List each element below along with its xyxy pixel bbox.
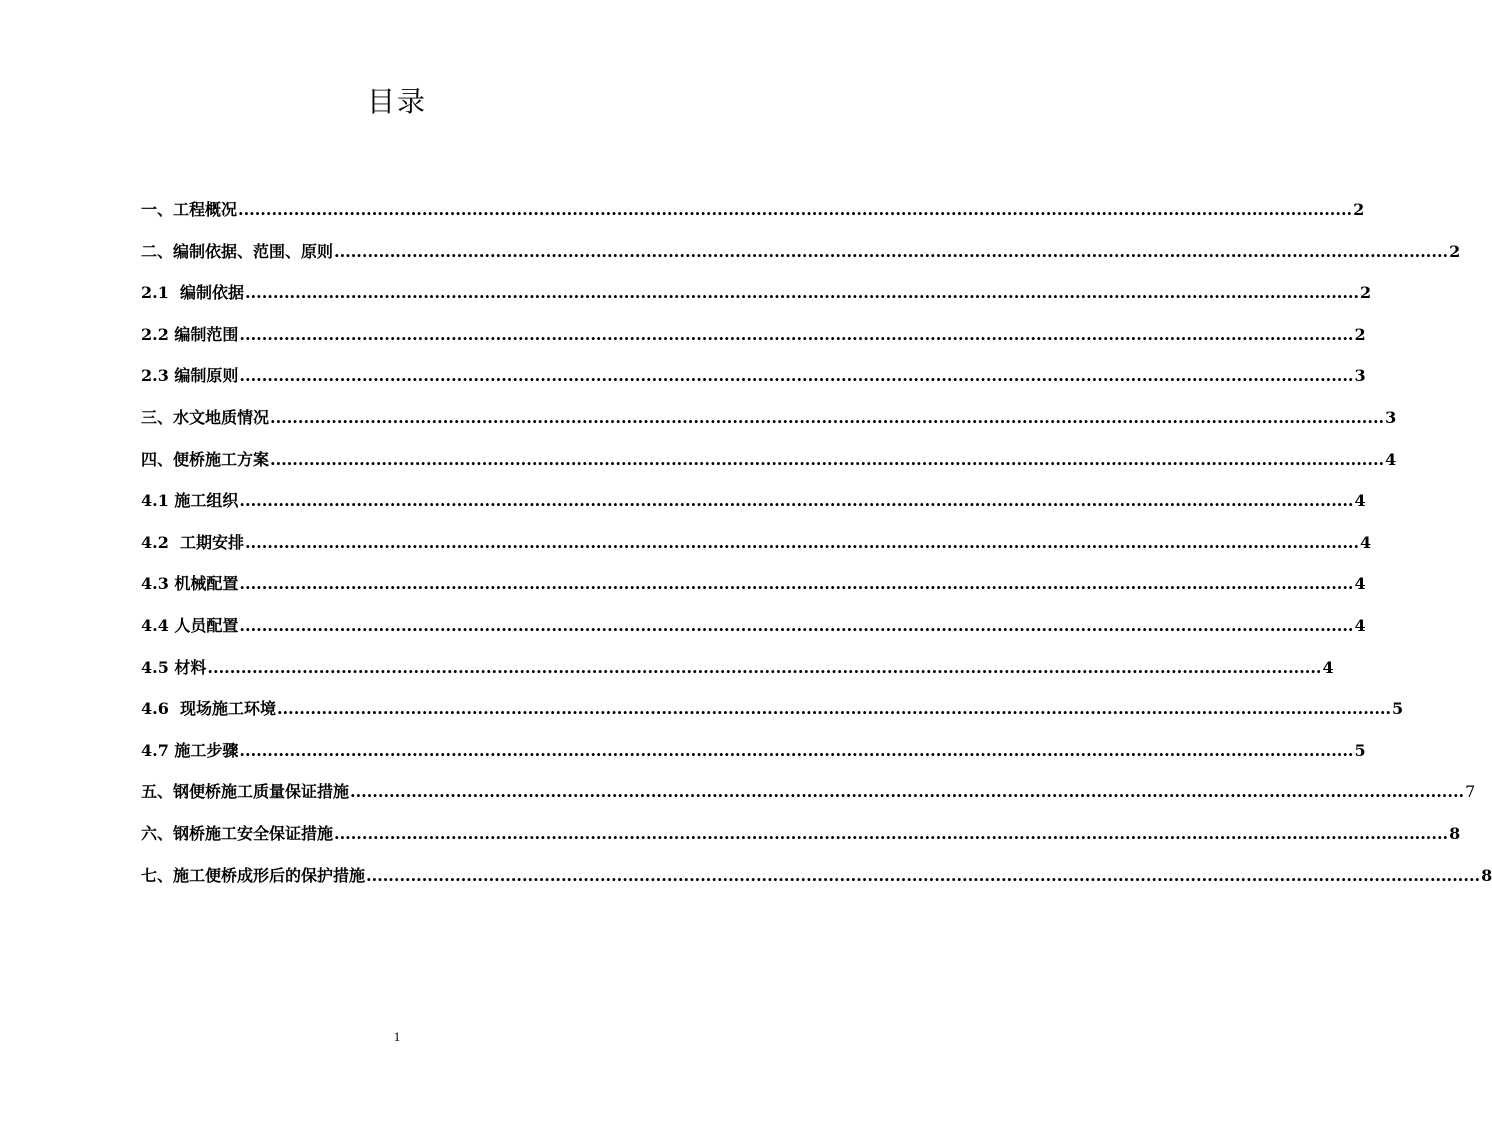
toc-entry-page: 8	[1449, 823, 1461, 843]
toc-entry-page: 4	[1354, 615, 1366, 635]
toc-entry-page: 4	[1354, 491, 1366, 511]
toc-entry-label: 一、工程概况	[141, 200, 238, 219]
toc-entry[interactable]	[141, 656, 1334, 698]
toc-entry[interactable]	[141, 448, 1397, 490]
toc-entry-label: 4.2 工期安排	[141, 532, 244, 552]
toc-entry-label: 4.3 机械配置	[141, 574, 239, 594]
toc-entry-label: 2.1 编制依据	[141, 283, 244, 303]
toc-entry-label: 4.7 施工步骤	[141, 740, 239, 760]
toc-entry[interactable]	[141, 739, 1366, 781]
page-number: 1	[393, 1029, 401, 1044]
toc-entry-page: 3	[1385, 407, 1397, 427]
toc-dot-leader: ........................................................................................................................................................................................................	[244, 532, 1360, 552]
toc-dot-leader: ........................................................................................................................................................................................................	[207, 657, 1322, 677]
toc-dot-leader: ........................................................................................................................................................................................................	[239, 366, 1354, 386]
toc-entry-page: 4	[1354, 574, 1366, 594]
toc-entry[interactable]	[141, 780, 1476, 822]
toc-dot-leader: ........................................................................................................................................................................................................	[239, 491, 1354, 511]
toc-dot-leader: ........................................................................................................................................................................................................	[270, 407, 1385, 427]
toc-entry-page: 4	[1385, 449, 1397, 469]
toc-entry-page: 8	[1481, 865, 1492, 885]
toc-entry-page: 7	[1465, 782, 1476, 802]
toc-entry-label: 2.3 编制原则	[141, 366, 239, 386]
toc-entry[interactable]	[141, 697, 1404, 739]
toc-dot-leader: ........................................................................................................................................................................................................	[238, 200, 1353, 219]
toc-entry[interactable]	[141, 240, 1461, 282]
toc-entry[interactable]	[141, 406, 1397, 448]
toc-entry-label: 五、钢便桥施工质量保证措施	[141, 782, 350, 802]
toc-entry-page: 2	[1449, 241, 1461, 261]
toc-entry[interactable]	[141, 281, 1372, 323]
toc-entry-page: 4	[1360, 532, 1372, 552]
toc-dot-leader: ........................................................................................................................................................................................................	[239, 740, 1354, 760]
toc-entry[interactable]	[141, 614, 1366, 656]
toc-entry[interactable]	[141, 323, 1366, 365]
toc-dot-leader: ........................................................................................................................................................................................................	[276, 699, 1392, 719]
toc-entry[interactable]	[141, 864, 1492, 906]
toc-entry-label: 二、编制依据、范围、原则	[141, 241, 334, 261]
toc-entry-label: 4.6 现场施工环境	[141, 699, 276, 719]
toc-entry[interactable]	[141, 531, 1372, 573]
toc-entry-label: 4.5 材料	[141, 657, 207, 677]
table-of-contents	[141, 198, 1492, 905]
toc-entry-page: 2	[1353, 200, 1365, 219]
page-title: 目录	[366, 85, 427, 118]
toc-entry-label: 4.1 施工组织	[141, 491, 239, 511]
toc-dot-leader: ........................................................................................................................................................................................................	[334, 823, 1449, 843]
toc-dot-leader: ........................................................................................................................................................................................................	[244, 283, 1360, 303]
toc-entry-page: 5	[1354, 740, 1366, 760]
toc-entry-page: 3	[1354, 366, 1366, 386]
toc-entry[interactable]	[141, 364, 1366, 406]
toc-dot-leader: ........................................................................................................................................................................................................	[270, 449, 1385, 469]
toc-entry-label: 2.2 编制范围	[141, 324, 239, 344]
toc-entry[interactable]	[141, 572, 1366, 614]
toc-entry-page: 2	[1360, 283, 1372, 303]
toc-dot-leader: ........................................................................................................................................................................................................	[239, 324, 1354, 344]
toc-entry-label: 七、施工便桥成形后的保护措施	[141, 865, 366, 885]
toc-entry-page: 5	[1392, 699, 1404, 719]
toc-entry-label: 三、水文地质情况	[141, 407, 270, 427]
toc-dot-leader: ........................................................................................................................................................................................................	[239, 615, 1354, 635]
toc-entry-page: 4	[1322, 657, 1334, 677]
toc-dot-leader: ........................................................................................................................................................................................................	[350, 782, 1465, 802]
toc-entry[interactable]	[141, 489, 1366, 531]
toc-entry[interactable]	[141, 822, 1461, 864]
toc-entry[interactable]	[141, 198, 1365, 240]
toc-entry-label: 四、便桥施工方案	[141, 449, 270, 469]
toc-dot-leader: ........................................................................................................................................................................................................	[239, 574, 1354, 594]
toc-entry-page: 2	[1354, 324, 1366, 344]
toc-dot-leader: ........................................................................................................................................................................................................	[366, 865, 1481, 885]
toc-entry-label: 六、钢桥施工安全保证措施	[141, 823, 334, 843]
toc-dot-leader: ........................................................................................................................................................................................................	[334, 241, 1449, 261]
toc-entry-label: 4.4 人员配置	[141, 615, 239, 635]
